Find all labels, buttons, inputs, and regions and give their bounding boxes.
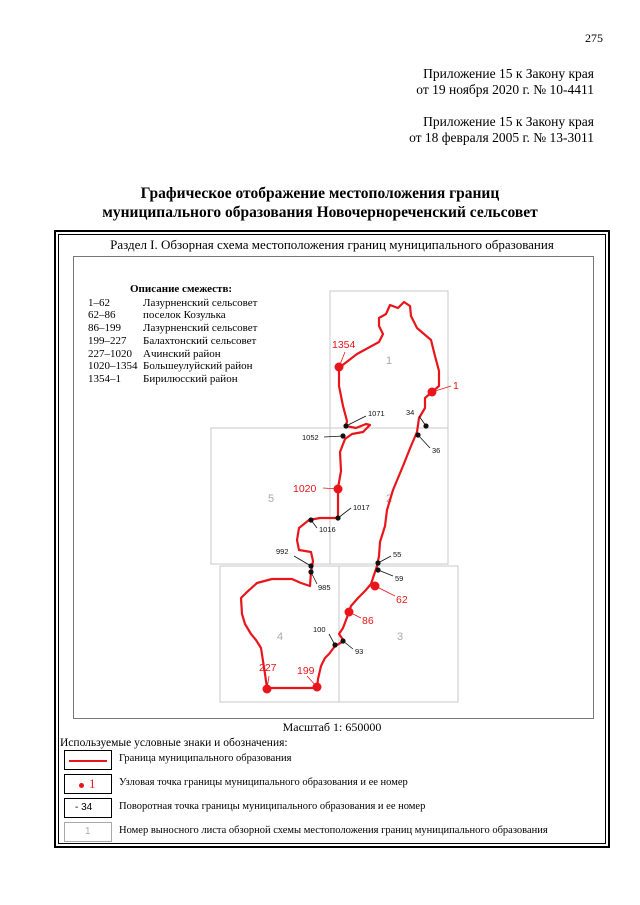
- sheet-label-1: 1: [385, 355, 393, 367]
- nodal-label-62: 62: [396, 594, 408, 606]
- legend-symbol-label: 1: [85, 826, 91, 837]
- sheet-label-3: 3: [396, 631, 404, 643]
- document-title: [40, 184, 600, 222]
- nodal-label-227: 227: [259, 662, 277, 674]
- adjacency-range: 1020–1354: [88, 360, 138, 373]
- turning-label-34: 34: [406, 408, 415, 417]
- turning-label-1017: 1017: [353, 503, 370, 512]
- legend-symbol-turning-point: [64, 798, 112, 818]
- appendix-original-line-2: от 18 февраля 2005 г. № 13-3011: [409, 130, 594, 145]
- adjacency-name: Большеулуйский район: [143, 360, 253, 373]
- sheet-label-5: 5: [267, 493, 275, 505]
- appendix-current-line-1: Приложение 15 к Закону края: [423, 66, 594, 81]
- turning-label-1016: 1016: [319, 525, 336, 534]
- legend-text: Номер выносного листа обзорной схемы местоположения границ муниципального образования: [119, 825, 548, 836]
- adjacency-name: Ачинский район: [143, 347, 221, 360]
- turning-label-36: 36: [432, 446, 441, 455]
- map-scale: Масштаб 1: 650000: [282, 720, 382, 734]
- adjacency-row: [88, 360, 257, 373]
- section-title: Раздел I. Обзорная схема местоположения границ муниципального образования: [110, 237, 554, 252]
- appendix-original-line-1: Приложение 15 к Закону края: [423, 114, 594, 129]
- adjacency-row: [88, 309, 257, 322]
- adjacency-range: 1354–1: [88, 372, 121, 385]
- legend-text: Поворотная точка границы муниципального образования и ее номер: [119, 801, 426, 812]
- nodal-label-1: 1: [453, 380, 459, 392]
- legend-text: Узловая точка границы муниципального образования и ее номер: [119, 777, 408, 788]
- adjacency-row: [88, 322, 257, 335]
- legend-text: Граница муниципального образования: [119, 753, 292, 764]
- adjacency-row: [88, 297, 257, 310]
- nodal-label-86: 86: [362, 615, 374, 627]
- adjacency-range: 199–227: [88, 334, 127, 347]
- turning-points: [308, 423, 428, 647]
- nodal-label-199: 199: [297, 665, 315, 677]
- legend-item-turning-point: [64, 798, 604, 820]
- adjacency-range: 62–86: [88, 309, 116, 322]
- appendix-current: [254, 66, 594, 98]
- turning-label-992: 992: [276, 547, 289, 556]
- legend-symbol-label: 1: [89, 776, 96, 791]
- legend-item-boundary: [64, 750, 604, 772]
- adjacency-description: [88, 283, 257, 386]
- turning-label-1071: 1071: [368, 409, 385, 418]
- turning-label-100: 100: [313, 625, 326, 634]
- adjacency-row: [88, 335, 257, 348]
- adjacency-row: [88, 373, 257, 386]
- sheet-label-4: 4: [276, 631, 284, 643]
- turning-label-985: 985: [318, 583, 331, 592]
- appendix-original: [254, 114, 594, 146]
- title-line-2: муниципального образования Новочернореченский сельсовет: [102, 204, 538, 221]
- sheet-label-2: 2: [385, 493, 393, 505]
- legend-symbol-sheet-number: [64, 822, 112, 842]
- title-line-1: Графическое отображение местоположения границ: [140, 185, 500, 202]
- legend-title: Используемые условные знаки и обозначения:: [60, 737, 288, 749]
- turning-label-55: 55: [393, 550, 402, 559]
- appendix-current-line-2: от 19 ноября 2020 г. № 10-4411: [416, 82, 594, 97]
- adjacency-name: Лазурненский сельсовет: [143, 322, 258, 335]
- adjacency-range: 1–62: [88, 296, 110, 309]
- legend-symbol-boundary: [64, 750, 112, 770]
- adjacency-name: Бирилюсский район: [143, 372, 238, 385]
- turning-label-1052: 1052: [302, 433, 319, 442]
- adjacency-name: поселок Козулька: [143, 309, 226, 322]
- nodal-label-1020: 1020: [293, 483, 317, 495]
- legend-symbol-label: - 34: [75, 802, 93, 813]
- turning-label-59: 59: [395, 574, 404, 583]
- nodal-label-1354: 1354: [332, 339, 356, 351]
- page-number: 275: [585, 31, 603, 45]
- legend-item-sheet-number: [64, 822, 604, 844]
- legend-item-nodal-point: [64, 774, 604, 796]
- adjacency-name: Лазурненский сельсовет: [143, 296, 258, 309]
- adjacency-row: [88, 348, 257, 361]
- adjacency-range: 227–1020: [88, 347, 132, 360]
- legend-symbol-nodal-point: [64, 774, 112, 794]
- adjacency-title: Описание смежеств:: [130, 283, 233, 295]
- adjacency-range: 86–199: [88, 322, 121, 335]
- adjacency-name: Балахтонский сельсовет: [143, 334, 257, 347]
- turning-label-93: 93: [355, 647, 364, 656]
